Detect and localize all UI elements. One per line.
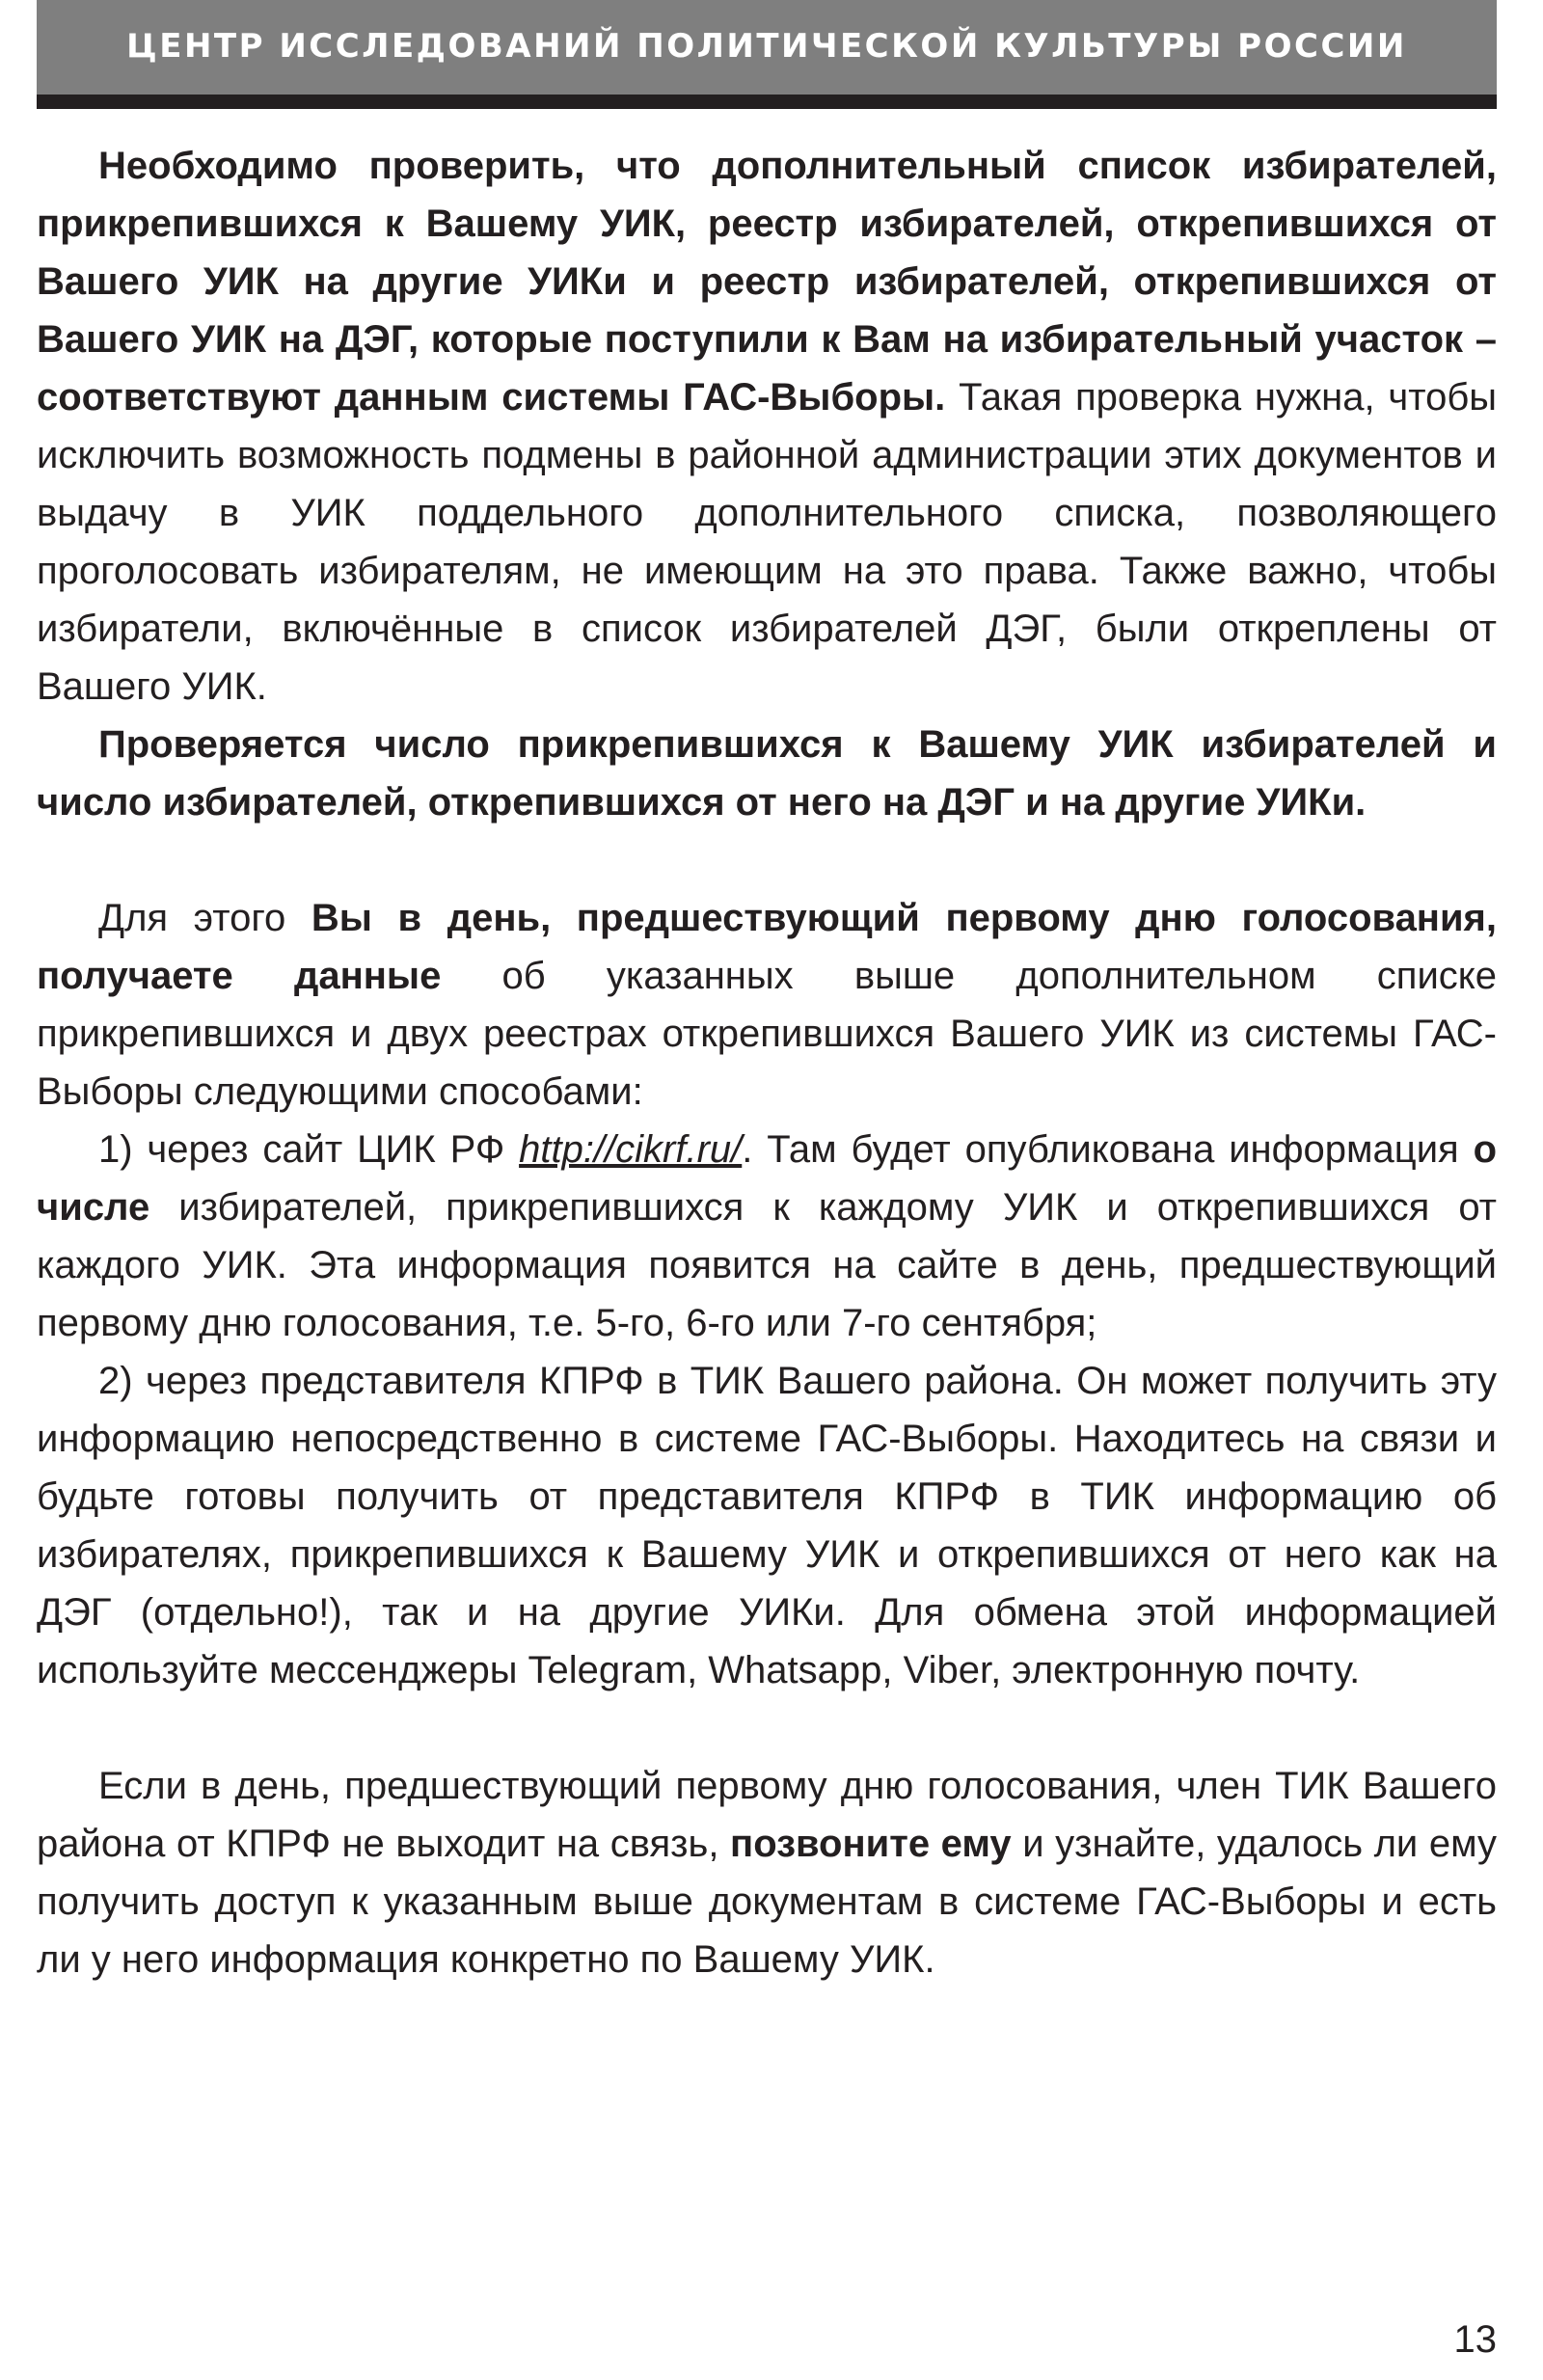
body-text: . Там будет опубликована информация (742, 1128, 1474, 1171)
page-header (37, 0, 1497, 109)
cikrf-link[interactable]: http://cikrf.ru/ (519, 1128, 743, 1171)
page-number: 13 (1453, 2318, 1497, 2361)
bold-statement: позвоните ему (730, 1823, 1012, 1865)
paragraph-method-representative (37, 1352, 1497, 1699)
body-text: Если в день, предшествующий первому дню голосования, член ТИК Вашего района от КПРФ не выходит на связь, (37, 1765, 1497, 1865)
body-text: 2) через представителя КПРФ в ТИК Вашего района. Он может получить эту информацию непосредственно в системе ГАС-Выборы. Находитесь на связи и будьте готовы получить от представителя КПРФ в ТИК информацию об избирателях, прикрепившихся к Вашему УИК и открепившихся от него как на ДЭГ (отдельно!), так и на другие УИКи. Для обмена этой информацией используйте мессенджеры Telegram, Whatsapp, Viber, электронную почту. (37, 1360, 1497, 1691)
body-text: избирателей, прикрепившихся к каждому УИК и открепившихся от каждого УИК. Эта информация появится на сайте в день, предшествующий первому дню голосования, т.е. 5-го, 6-го или 7-го сентября; (37, 1186, 1497, 1344)
paragraph-call-member (37, 1757, 1497, 1988)
paragraph-verification (37, 137, 1497, 716)
paragraph-gap (37, 1699, 1497, 1757)
body-text: и узнайте, удалось ли ему получить доступ к указанным выше документам в системе ГАС-Выборы и есть ли у него информация конкретно по Вашему УИК. (37, 1823, 1498, 1981)
bold-statement: Необходимо проверить, что дополнительный список избирателей, прикрепившихся к Вашему УИК, реестр избирателей, открепившихся от Вашего УИК на другие УИКи и реестр избирателей, открепившихся от Вашего УИК на ДЭГ, которые поступили к Вам на избирательный участок – соответствуют данным системы ГАС-Выборы. (37, 145, 1497, 419)
body-text: Для этого (98, 897, 311, 939)
paragraph-methods-intro (37, 889, 1497, 1121)
body-text: Такая проверка нужна, чтобы исключить возможность подмены в районной администрации этих документов и выдачу в УИК поддельного дополнительного списка, позволяющего проголосовать избирателям, не имеющим на это права. Также важно, чтобы избиратели, включённые в список избирателей ДЭГ, были откреплены от Вашего УИК. (37, 376, 1497, 708)
paragraph-count-check (37, 716, 1497, 831)
bold-statement: Вы в день, предшествующий первому дню голосования, получаете данные (37, 897, 1498, 997)
body-text: об указанных выше дополнительном списке прикрепившихся и двух реестрах открепившихся Вашего УИК из системы ГАС-Выборы следующими способами: (37, 955, 1498, 1113)
paragraph-gap (37, 831, 1497, 889)
header-title: ЦЕНТР ИССЛЕДОВАНИЙ ПОЛИТИЧЕСКОЙ КУЛЬТУРЫ РОССИИ (126, 27, 1407, 66)
bold-statement: о числе (37, 1128, 1497, 1229)
body-text: 1) через сайт ЦИК РФ (98, 1128, 520, 1171)
bold-statement: Проверяется число прикрепившихся к Вашему УИК избирателей и число избирателей, открепившихся от него на ДЭГ и на другие УИКи. (37, 723, 1497, 824)
paragraph-method-cik-site (37, 1121, 1497, 1352)
document-body (37, 137, 1497, 1988)
